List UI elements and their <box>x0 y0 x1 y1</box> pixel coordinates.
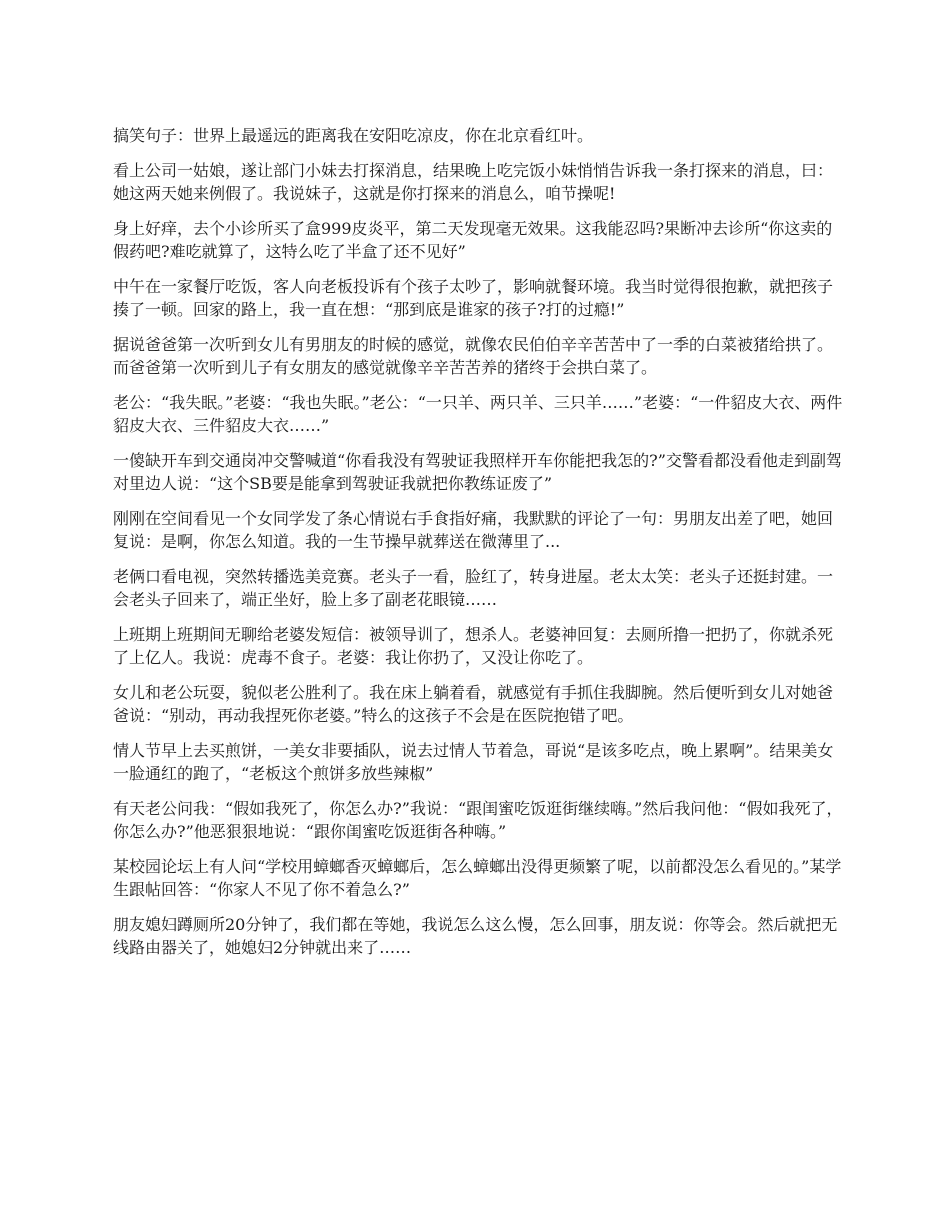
document-body <box>113 124 843 971</box>
paragraph-2: 看上公司一姑娘，遂让部门小妹去打探消息，结果晚上吃完饭小妹悄悄告诉我一条打探来的消息，曰：她这两天她来例假了。我说妹子，这就是你打探来的消息么，咱节操呢! <box>113 161 834 203</box>
paragraph-4: 中午在一家餐厅吃饭，客人向老板投诉有个孩子太吵了，影响就餐环境。我当时觉得很抱歉，就把孩子揍了一顿。回家的路上，我一直在想：“那到底是谁家的孩子?打的过瘾!” <box>113 277 834 319</box>
paragraph-11: 女儿和老公玩耍，貌似老公胜利了。我在床上躺着看，就感觉有手抓住我脚腕。然后便听到女儿对她爸爸说：“别动，再动我捏死你老婆。”特么的这孩子不会是在医院抱错了吧。 <box>113 683 834 725</box>
paragraph-3: 身上好痒，去个小诊所买了盒999皮炎平，第二天发现毫无效果。这我能忍吗?果断冲去诊所“你这卖的假药吧?难吃就算了，这特么吃了半盒了还不见好” <box>113 219 833 261</box>
paragraph-15: 朋友媳妇蹲厕所20分钟了，我们都在等她，我说怎么这么慢，怎么回事，朋友说：你等会。然后就把无线路由器关了，她媳妇2分钟就出来了…… <box>113 915 838 957</box>
paragraph-14: 某校园论坛上有人问“学校用蟑螂香灭蟑螂后，怎么蟑螂出没得更频繁了呢，以前都没怎么看见的。”某学生跟帖回答：“你家人不见了你不着急么?” <box>113 857 842 899</box>
paragraph-12: 情人节早上去买煎饼，一美女非要插队，说去过情人节着急，哥说“是该多吃点，晚上累啊”。结果美女一脸通红的跑了，“老板这个煎饼多放些辣椒” <box>113 741 834 783</box>
paragraph-8: 刚刚在空间看见一个女同学发了条心情说右手食指好痛，我默默的评论了一句：男朋友出差了吧，她回复说：是啊，你怎么知道。我的一生节操早就葬送在微薄里了... <box>113 509 834 551</box>
paragraph-9: 老俩口看电视，突然转播选美竞赛。老头子一看，脸红了，转身进屋。老太太笑：老头子还挺封建。一会老头子回来了，端正坐好，脸上多了副老花眼镜…… <box>113 567 834 609</box>
paragraph-13: 有天老公问我：“假如我死了，你怎么办?”我说：“跟闺蜜吃饭逛街继续嗨。”然后我问他：“假如我死了，你怎么办?”他恶狠狠地说：“跟你闺蜜吃饭逛街各种嗨。” <box>113 799 843 841</box>
paragraph-5: 据说爸爸第一次听到女儿有男朋友的时候的感觉，就像农民伯伯辛辛苦苦中了一季的白菜被猪给拱了。而爸爸第一次听到儿子有女朋友的感觉就像辛辛苦苦养的猪终于会拱白菜了。 <box>113 335 834 377</box>
paragraph-10: 上班期上班期间无聊给老婆发短信：被领导训了，想杀人。老婆神回复：去厕所撸一把扔了，你就杀死了上亿人。我说：虎毒不食子。老婆：我让你扔了，又没让你吃了。 <box>113 625 834 667</box>
paragraph-6: 老公：“我失眠。”老婆：“我也失眠。”老公：“一只羊、两只羊、三只羊……”老婆：“一件貂皮大衣、两件貂皮大衣、三件貂皮大衣……” <box>113 393 843 435</box>
paragraph-7: 一傻缺开车到交通岗冲交警喊道“你看我没有驾驶证我照样开车你能把我怎的?”交警看都没看他走到副驾对里边人说：“这个SB要是能拿到驾驶证我就把你教练证废了” <box>113 451 842 493</box>
paragraph-1: 搞笑句子：世界上最遥远的距离我在安阳吃凉皮，你在北京看红叶。 <box>113 126 594 145</box>
